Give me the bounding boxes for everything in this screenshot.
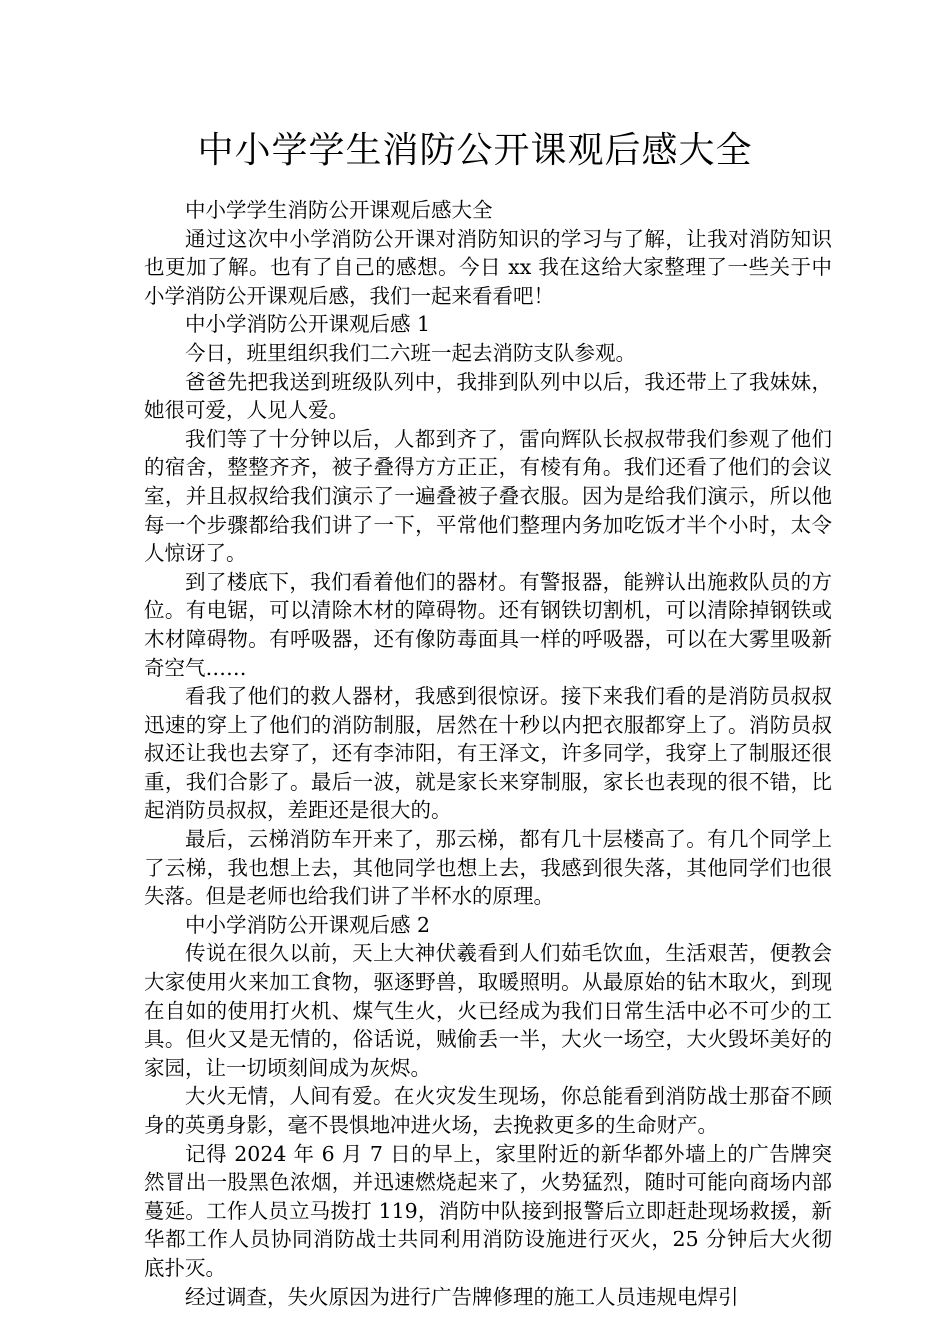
document-body bbox=[144, 196, 832, 1311]
paragraph: 我们等了十分钟以后，人都到齐了，雷向辉队长叔叔带我们参观了他们的宿舍，整整齐齐，被子叠得方方正正，有棱有角。我们还看了他们的会议室，并且叔叔给我们演示了一遍叠被子叠衣服。因为是给我们演示，所以他每一个步骤都给我们讲了一下，平常他们整理内务加吃饭才半个小时，太令人惊讶了。 bbox=[144, 426, 832, 566]
paragraph: 传说在很久以前，天上大神伏羲看到人们茹毛饮血，生活艰苦，便教会大家使用火来加工食物，驱逐野兽，取暖照明。从最原始的钻木取火，到现在自如的使用打火机、煤气生火，火已经成为我们日常生活中必不可少的工具。但火又是无情的，俗话说，贼偷丢一半，大火一场空，大火毁坏美好的家园，让一切顷刻间成为灰烬。 bbox=[144, 941, 832, 1080]
paragraph: 看我了他们的救人器材，我感到很惊讶。接下来我们看的是消防员叔叔迅速的穿上了他们的消防制服，居然在十秒以内把衣服都穿上了。消防员叔叔还让我也去穿了，还有李沛阳，有王泽文，许多同学，我穿上了制服还很重，我们合影了。最后一波，就是家长来穿制服，家长也表现的很不错，比起消防员叔叔，差距还是很大的。 bbox=[144, 684, 832, 823]
section-heading-2: 中小学消防公开课观后感 2 bbox=[185, 912, 431, 937]
paragraph: 到了楼底下，我们看着他们的器材。有警报器，能辨认出施救队员的方位。有电锯，可以清除木材的障碍物。还有钢铁切割机，可以清除掉钢铁或木材障碍物。有呼吸器，还有像防毒面具一样的呼吸器，可以在大雾里吸新奇空气…… bbox=[144, 569, 832, 680]
section-heading-1: 中小学消防公开课观后感 1 bbox=[185, 312, 431, 337]
paragraph: 大火无情，人间有爱。在火灾发生现场，你总能看到消防战士那奋不顾身的英勇身影，毫不畏惧地冲进火场，去挽救更多的生命财产。 bbox=[144, 1084, 832, 1137]
document-title: 中小学学生消防公开课观后感大全 bbox=[197, 130, 753, 171]
paragraph: 经过调查，失火原因为进行广告牌修理的施工人员违规电焊引 bbox=[185, 1284, 739, 1309]
paragraph: 今日，班里组织我们二六班一起去消防支队参观。 bbox=[185, 340, 636, 365]
paragraph-intro: 通过这次中小学消防公开课对消防知识的学习与了解，让我对消防知识也更加了解。也有了自己的感想。今日 xx 我在这给大家整理了一些关于中小学消防公开课观后感，我们一起来看看吧！ bbox=[144, 226, 832, 308]
paragraph: 爸爸先把我送到班级队列中，我排到队列中以后，我还带上了我妹妹，她很可爱，人见人爱。 bbox=[144, 369, 832, 423]
paragraph-subtitle: 中小学学生消防公开课观后感大全 bbox=[185, 198, 493, 222]
paragraph: 记得 2024 年 6 月 7 日的早上，家里附近的新华都外墙上的广告牌突然冒出一股黑色浓烟，并迅速燃烧起来了，火势猛烈，随时可能向商场内部蔓延。工作人员立马拨打 119，消防中队接到报警后立即赶赴现场救援，新华都工作人员协同消防战士共同利用消防设施进行灭火，25 分钟后大火彻底扑灭。 bbox=[144, 1141, 832, 1280]
paragraph: 最后，云梯消防车开来了，那云梯，都有几十层楼高了。有几个同学上了云梯，我也想上去，其他同学也想上去，我感到很失落，其他同学们也很失落。但是老师也给我们讲了半杯水的原理。 bbox=[144, 827, 832, 909]
